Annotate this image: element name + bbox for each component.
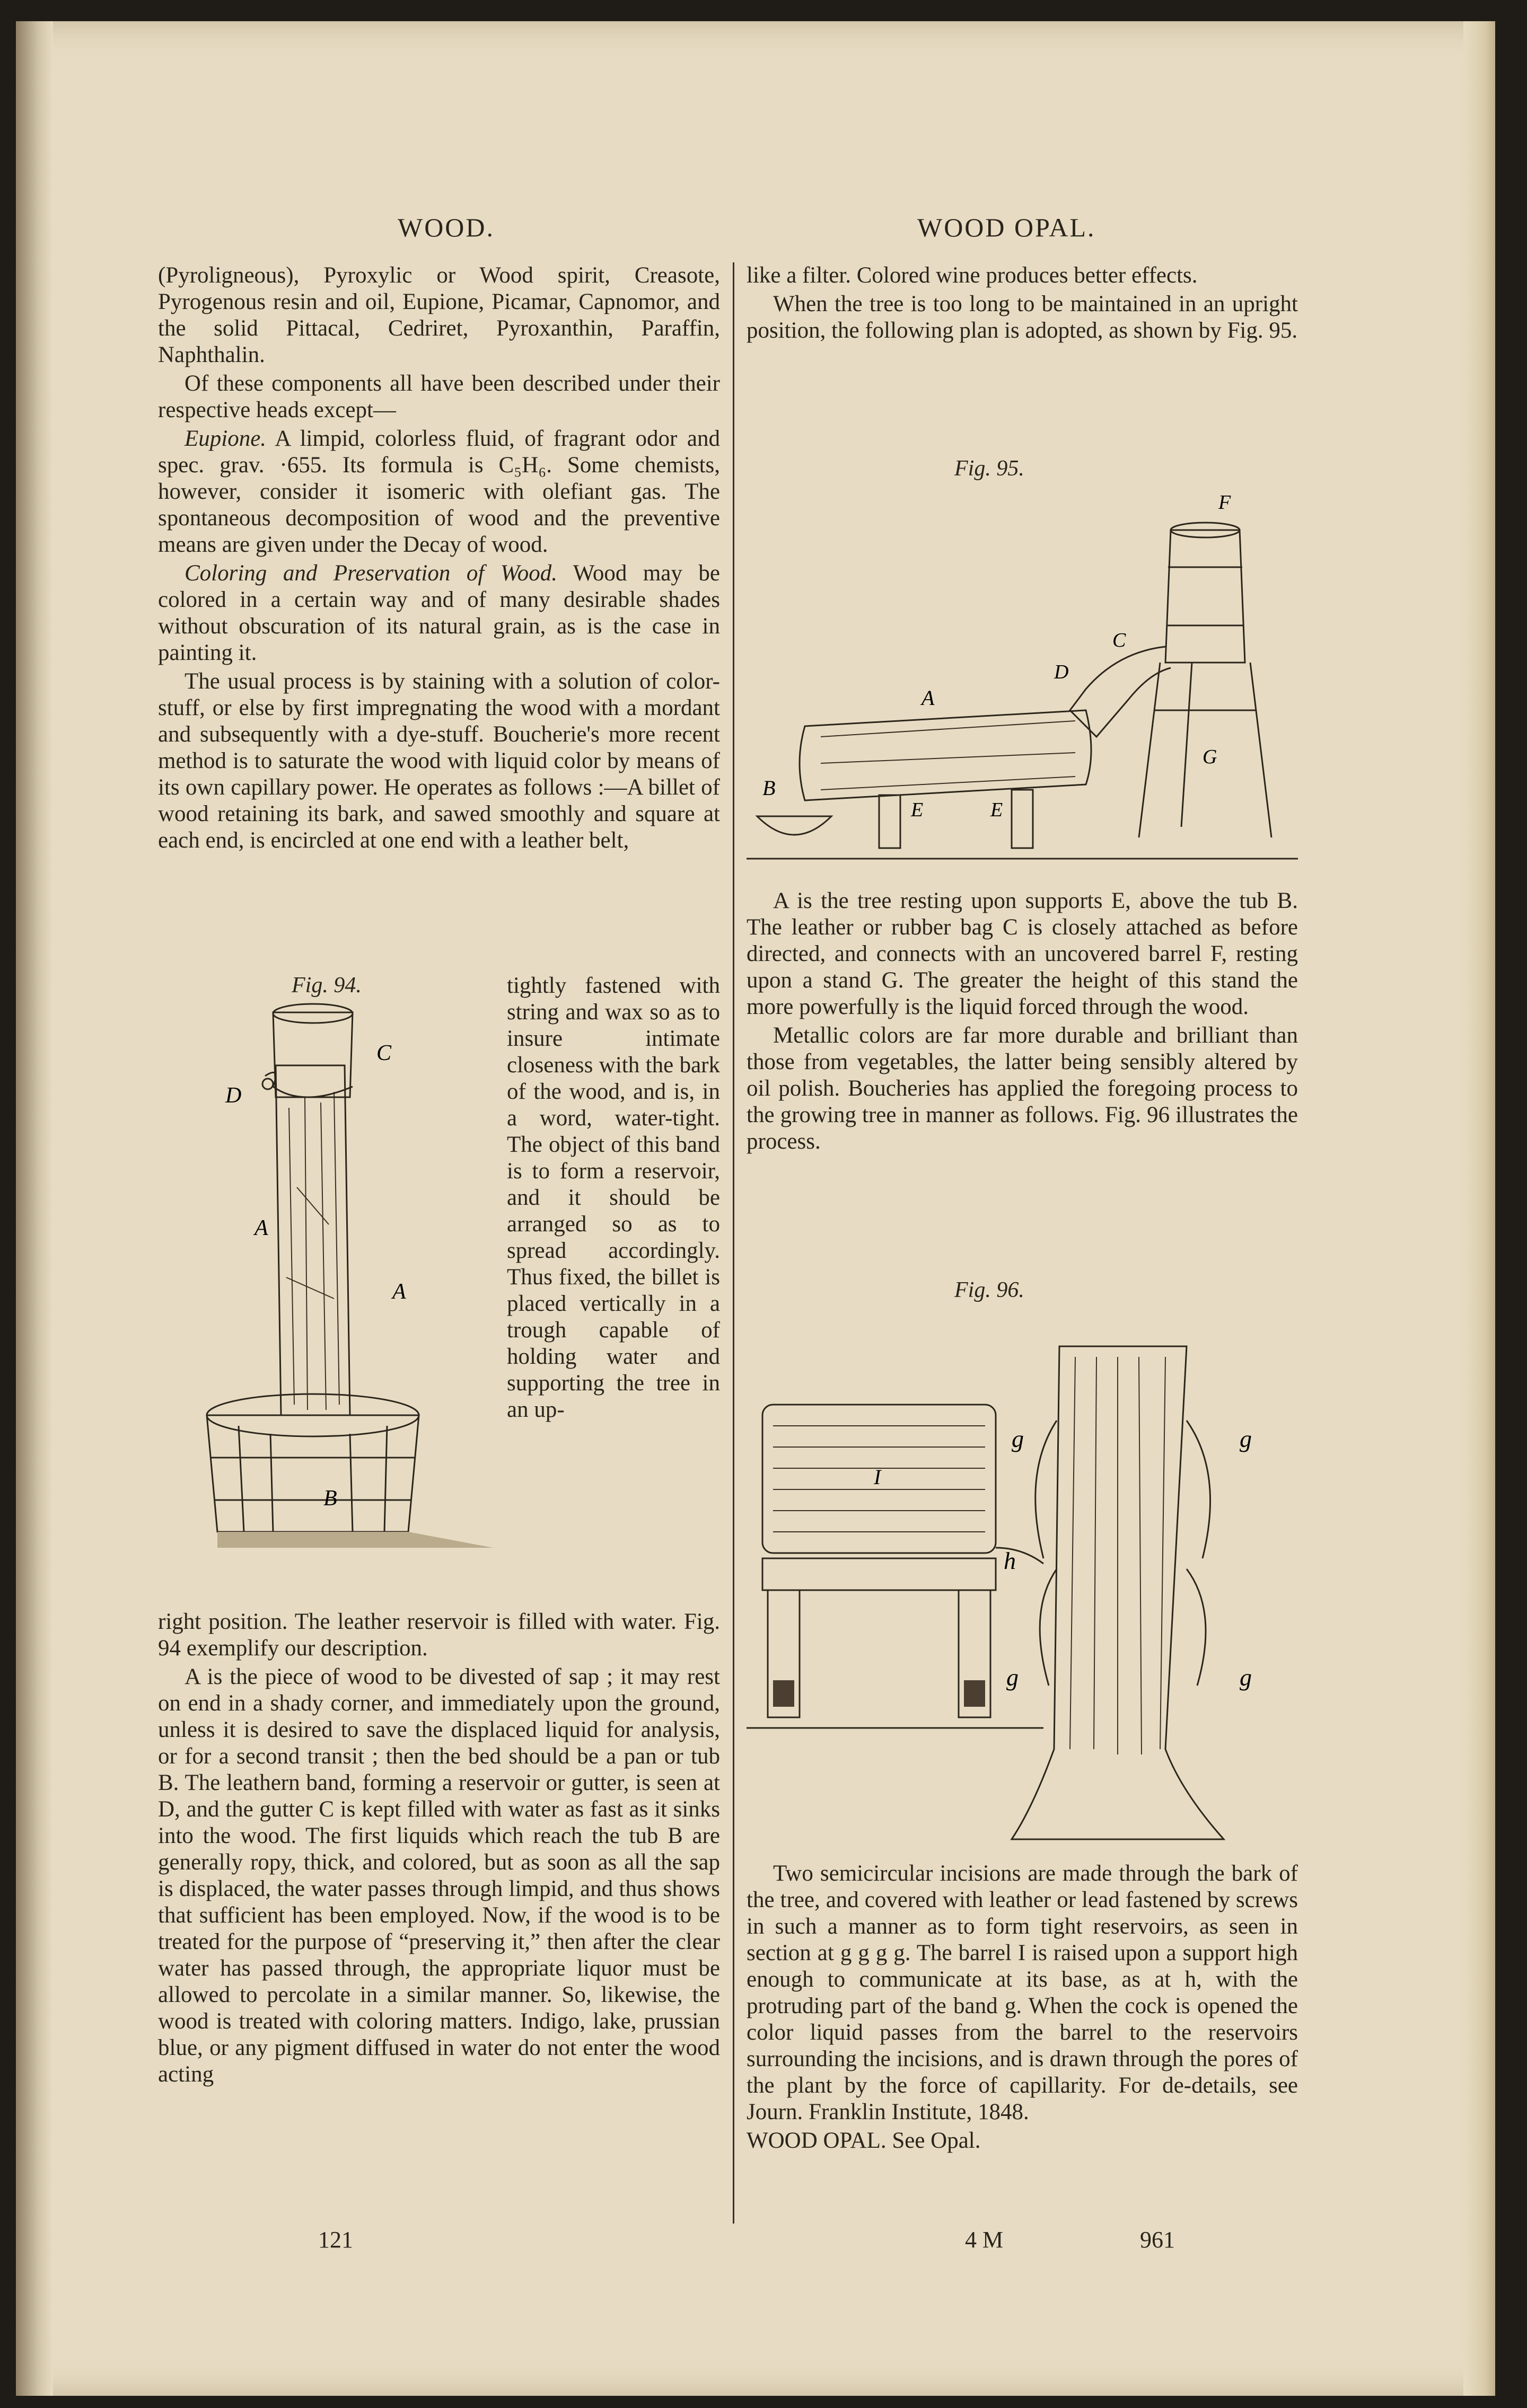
figure-label: g	[1006, 1664, 1019, 1691]
right-running-header: WOOD OPAL.	[917, 213, 1096, 242]
figure-label: g	[1240, 1425, 1252, 1452]
figure-label: I	[874, 1465, 881, 1489]
paragraph: (Pyroligneous), Pyroxylic or Wood spirit, Creasote, Pyrogenous resin and oil, Eupione, Picamar, Capnomor, and the solid Pittacal, Cedriret, Pyroxanthin, Paraffin, Naphthalin.	[158, 263, 720, 367]
figure-label: A	[922, 686, 935, 710]
paragraph: When the tree is too long to be maintained in an upright position, the following plan is adopted, as shown by Fig. 95.	[747, 292, 1298, 343]
figure-label: E	[990, 799, 1003, 821]
right-page-number: 961	[1140, 2227, 1175, 2253]
paragraph: Metallic colors are far more durable and brilliant than those from vegetables, the latter being sensibly altered by oil polish. Boucheries has applied the foregoing process to the growing tree in manner as follows. Fig. 96 illustrates the process.	[747, 1023, 1298, 1154]
figure-label: h	[1004, 1547, 1016, 1574]
figure-label: G	[1203, 746, 1217, 768]
left-column-top	[158, 262, 720, 856]
paragraph: The usual process is by staining with a solution of color-stuff, or else by first impregnating the wood with a mordant and subsequently with a dye-stuff. Boucherie's more recent method is to saturate the wood with liquid color by means of its own capillary power. He operates as follows :—A billet of wood retaining its bark, and sawed smoothly and square at each end, is encircled at one end with a leather belt,	[158, 669, 720, 853]
left-running-header: WOOD.	[398, 213, 495, 242]
figure-label: A	[254, 1216, 268, 1240]
paragraph	[158, 560, 720, 666]
paragraph: WOOD OPAL. See Opal.	[747, 2128, 981, 2153]
figure-label: D	[225, 1083, 242, 1108]
figure-94-side-text: tightly fastened with string and wax so as to insure intimate closeness with the bark of the wood, and is, in a word, water-tight. The object of this band is to form a reservoir, and it should be arranged so as to spread accordingly. Thus fixed, the billet is placed vertically in a trough capable of holding water and supporting the tree in an up-	[507, 973, 720, 1422]
right-column-top	[747, 262, 1298, 346]
figure-95-caption: Fig. 95.	[954, 456, 1024, 481]
figure-label: B	[762, 776, 776, 800]
figure-label: C	[1112, 629, 1126, 651]
paragraph: Two semicircular incisions are made through the bark of the tree, and covered with leather or lead fastened by screws in such a manner as to form tight reservoirs, as seen in section at g g g g. The barrel I is raised upon a support high enough to communicate at its base, as at h, with the protruding part of the band g. When the cock is opened the color liquid passes from the barrel to the reservoirs surrounding the incisions, and is drawn through the pores of the plant by the force of capillarity. For de-details, see Journ. Franklin Institute, 1848.	[747, 1861, 1298, 2124]
figure-96-caption: Fig. 96.	[954, 1278, 1024, 1302]
left-column-bottom	[158, 1609, 720, 2090]
figure-94-illustration	[175, 1002, 504, 1564]
paragraph: A is the piece of wood to be divested of sap ; it may rest on end in a shady corner, and immediately upon the ground, unless it is desired to save the displaced liquid for analysis, or for a second transit ; then the bed should be a pan or tub B. The leathern band, forming a reservoir or gutter, is seen at D, and the gutter C is kept filled with water as fast as it sinks into the wood. The first liquids which reach the tub B are generally ropy, thick, and colored, but as soon as all the sap is displaced, the water passes through limpid, and thus shows that sufficient has been employed. Now, if the wood is to be treated for the purpose of “preserving it,” then after the clear water has passed through, the appropriate liquor must be allowed to percolate in a similar manner. So, likewise, the wood is treated with coloring matters. Indigo, lake, prussian blue, or any pigment diffused in water do not enter the wood acting	[158, 1664, 720, 2087]
figure-label: g	[1240, 1664, 1252, 1691]
signature-mark: 4 M	[965, 2227, 1004, 2253]
figure-94-caption: Fig. 94.	[292, 973, 362, 998]
figure-label: D	[1054, 661, 1069, 683]
figure-label: C	[376, 1041, 392, 1065]
paragraph: like a filter. Colored wine produces better effects.	[747, 263, 1198, 288]
left-page-number: 121	[318, 2227, 353, 2253]
paragraph: right position. The leather reservoir is filled with water. Fig. 94 exemplify our description.	[158, 1609, 720, 1661]
paragraph-text: Wood may be colored in a certain way and of many desirable shades without obscuration of its natural grain, as is the case in painting it.	[158, 561, 720, 665]
column-rule	[733, 262, 734, 2224]
paragraph: Of these components all have been described under their respective heads except—	[158, 371, 720, 422]
figure-95-illustration	[747, 488, 1298, 869]
figure-label: E	[911, 799, 924, 821]
figure-label: g	[1012, 1425, 1024, 1452]
figure-label: A	[392, 1280, 406, 1304]
figure-96-illustration	[747, 1315, 1298, 1845]
paragraph	[158, 426, 720, 558]
right-column-middle	[747, 888, 1298, 1157]
figure-label: B	[323, 1486, 337, 1511]
paragraph-text: A limpid, colorless fluid, of fragrant odor and spec. grav. ·655. Its formula is C₅H₆. Some chemists, however, consider it isomeric with olefiant gas. The spontaneous decomposition of wood and the preventive means are given under the Decay of wood.	[158, 426, 720, 557]
right-column-bottom	[747, 1860, 1298, 2156]
figure-label: F	[1218, 491, 1231, 514]
paragraph: A is the tree resting upon supports E, above the tub B. The leather or rubber bag C is closely attached as before directed, and connects with an uncovered barrel F, resting upon a stand G. The greater the height of this stand the more powerfully is the liquid forced through the wood.	[747, 888, 1298, 1019]
run-in-heading: Eupione.	[185, 426, 267, 451]
book-page	[16, 21, 1495, 2396]
page-edge	[1463, 21, 1495, 2396]
page-gutter	[16, 21, 53, 2396]
run-in-heading: Coloring and Preservation of Wood.	[185, 561, 557, 586]
